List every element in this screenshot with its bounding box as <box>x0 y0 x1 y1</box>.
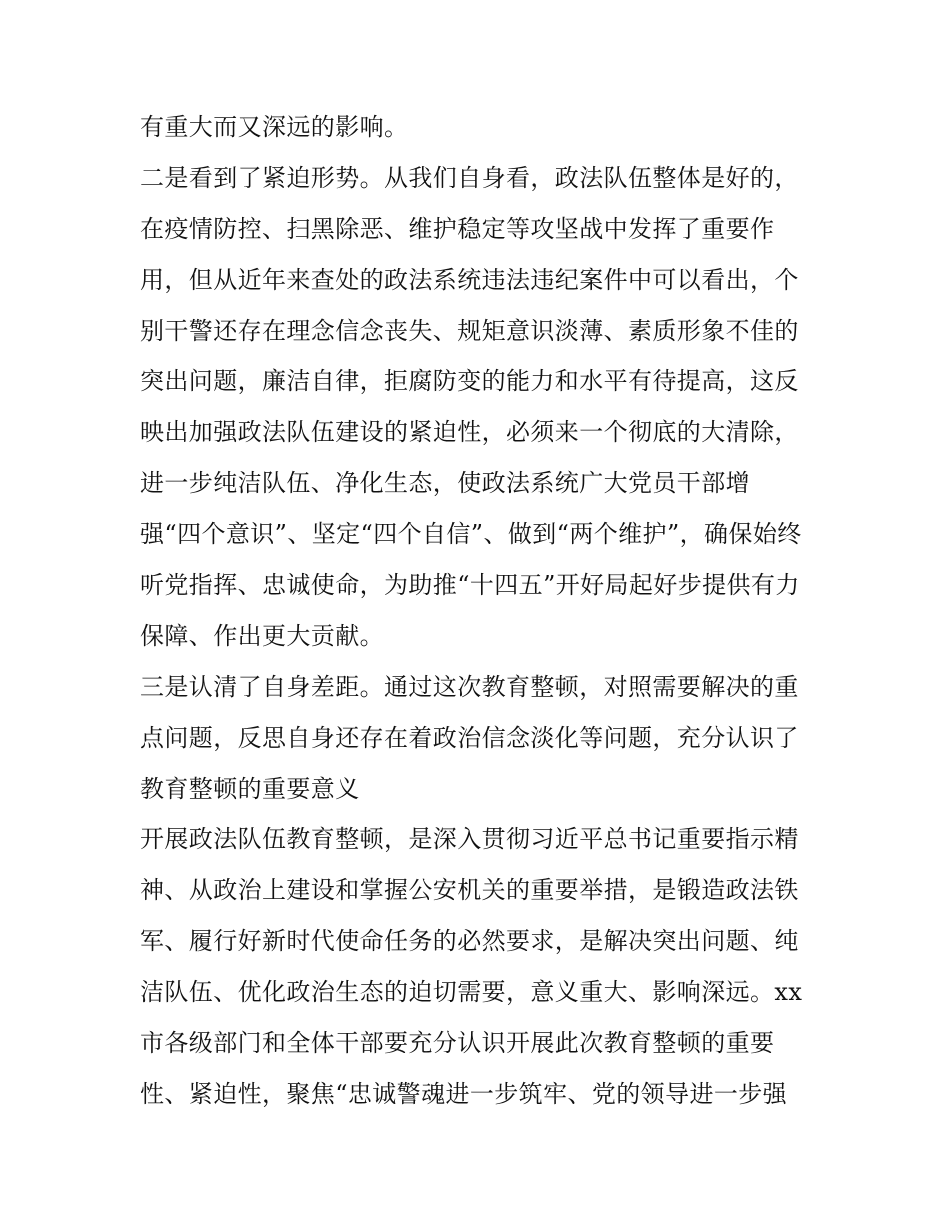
text-line: 强“四个意识”、坚定“四个自信”、做到“两个维护”，确保始终 <box>140 520 802 549</box>
text-line: 洁队伍、优化政治生态的迫切需要，意义重大、影响深远。xx <box>140 978 803 1007</box>
text-line: 开展政法队伍教育整顿，是深入贯彻习近平总书记重要指示精 <box>140 825 799 854</box>
text-line: 军、履行好新时代使命任务的必然要求，是解决突出问题、纯 <box>140 927 799 956</box>
document-body <box>140 102 830 1120</box>
text-line: 有重大而又深远的影响。 <box>140 113 409 141</box>
text-line: 教育整顿的重要意义 <box>140 774 360 803</box>
text-line: 进一步纯洁队伍、净化生态，使政法系统广大党员干部增 <box>140 469 750 498</box>
text-line: 在疫情防控、扫黑除恶、维护稳定等攻坚战中发挥了重要作 <box>140 214 775 243</box>
text-line: 别干警还存在理念信念丧失、规矩意识淡薄、素质形象不佳的 <box>140 316 799 345</box>
text-line: 保障、作出更大贡献。 <box>140 621 384 650</box>
text-line: 二是看到了紧迫形势。从我们自身看，政法队伍整体是好的， <box>140 163 799 192</box>
text-line: 市各级部门和全体干部要充分认识开展此次教育整顿的重要 <box>140 1029 775 1058</box>
text-line: 听党指挥、忠诚使命，为助推“十四五”开好局起好步提供有力 <box>140 571 800 600</box>
text-line: 三是认清了自身差距。通过这次教育整顿，对照需要解决的重 <box>140 672 799 701</box>
text-line: 神、从政治上建设和掌握公安机关的重要举措，是锻造政法铁 <box>140 876 799 905</box>
text-line: 性、紧迫性，聚焦“忠诚警魂进一步筑牢、党的领导进一步强 <box>140 1079 788 1108</box>
text-line: 点问题，反思自身还存在着政治信念淡化等问题，充分认识了 <box>140 723 799 752</box>
text-line: 映出加强政法队伍建设的紧迫性，必须来一个彻底的大清除， <box>140 418 799 447</box>
text-line: 用，但从近年来查处的政法系统违法违纪案件中可以看出，个 <box>140 265 799 294</box>
text-line: 突出问题，廉洁自律，拒腐防变的能力和水平有待提高，这反 <box>140 367 799 396</box>
